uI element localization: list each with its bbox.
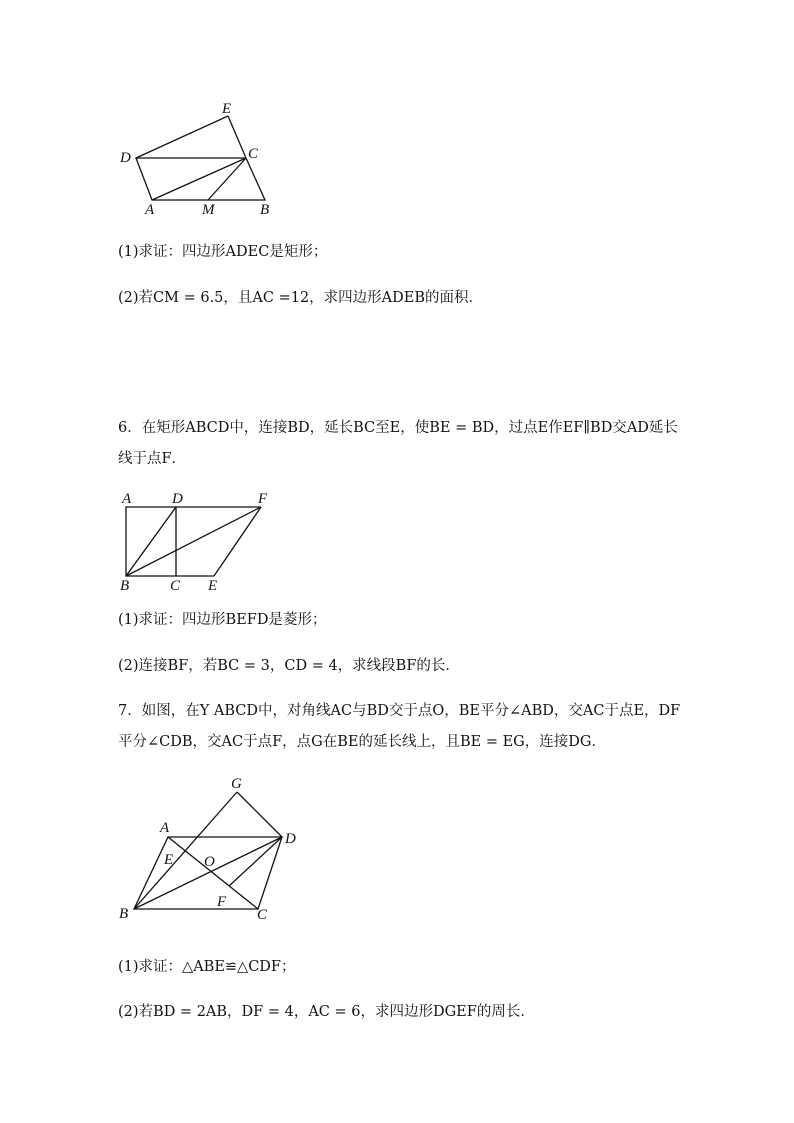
segment-BG: [134, 792, 237, 909]
label-F: F: [258, 491, 268, 507]
figure-problem7: [112, 776, 312, 926]
label-E: E: [208, 578, 218, 594]
segment-BD: [126, 507, 176, 576]
label-C: C: [257, 907, 268, 923]
label-G: G: [231, 776, 242, 792]
diagonal-BD: [134, 837, 282, 909]
problem6-part2: (2)连接BF，若BC = 3，CD = 4，求线段BF的长．: [118, 658, 460, 674]
figure-problem5: [110, 96, 290, 221]
problem5-part2: (2)若CM = 6.5，且AC =12，求四边形ADEB的面积．: [118, 290, 484, 306]
label-O: O: [204, 854, 215, 870]
label-D: D: [285, 831, 296, 847]
label-B: B: [260, 202, 270, 218]
label-M: M: [202, 202, 215, 218]
segment-MC: [208, 158, 246, 200]
label-D: D: [120, 150, 131, 166]
diagonal-AC: [168, 837, 258, 909]
label-B: B: [120, 578, 130, 594]
segment-AC: [152, 158, 246, 200]
problem6-stem-line2: 线于点F．: [118, 451, 187, 467]
geometry-diagram-befd: [110, 486, 285, 596]
label-C: C: [170, 578, 181, 594]
segment-DE: [136, 116, 228, 158]
label-A: A: [160, 820, 170, 836]
segment-GD: [237, 792, 282, 837]
problem7-part1: (1)求证：△ABE≌△CDF；: [118, 959, 296, 975]
problem5-part1: (1)求证：四边形ADEC是矩形；: [118, 244, 328, 260]
segment-BF: [126, 507, 261, 576]
label-B: B: [119, 906, 129, 922]
label-E: E: [222, 101, 232, 117]
label-C: C: [248, 146, 259, 162]
label-E: E: [164, 852, 174, 868]
figure-problem6: [110, 486, 285, 596]
problem7-stem-line1: 7．如图，在Y ABCD中，对角线AC与BD交于点O，BE平分∠ABD，交AC于点E，DF: [118, 703, 681, 719]
problem6-stem-line1: 6．在矩形ABCD中，连接BD，延长BC至E，使BE = BD，过点E作EF∥BD交AD延长: [118, 420, 678, 436]
problem7-part2: (2)若BD = 2AB，DF = 4，AC = 6，求四边形DGEF的周长．: [118, 1004, 535, 1020]
label-A: A: [145, 202, 155, 218]
segment-EC: [228, 116, 246, 158]
label-F: F: [217, 894, 227, 910]
geometry-diagram-parallelogram: [112, 776, 312, 926]
segment-EF: [214, 507, 261, 576]
label-A: A: [122, 491, 132, 507]
label-D: D: [172, 491, 183, 507]
problem6-part1: (1)求证：四边形BEFD是菱形；: [118, 612, 327, 628]
geometry-diagram-adec: [110, 96, 290, 221]
problem7-stem-line2: 平分∠CDB，交AC于点F，点G在BE的延长线上，且BE = EG，连接DG．: [118, 734, 606, 750]
